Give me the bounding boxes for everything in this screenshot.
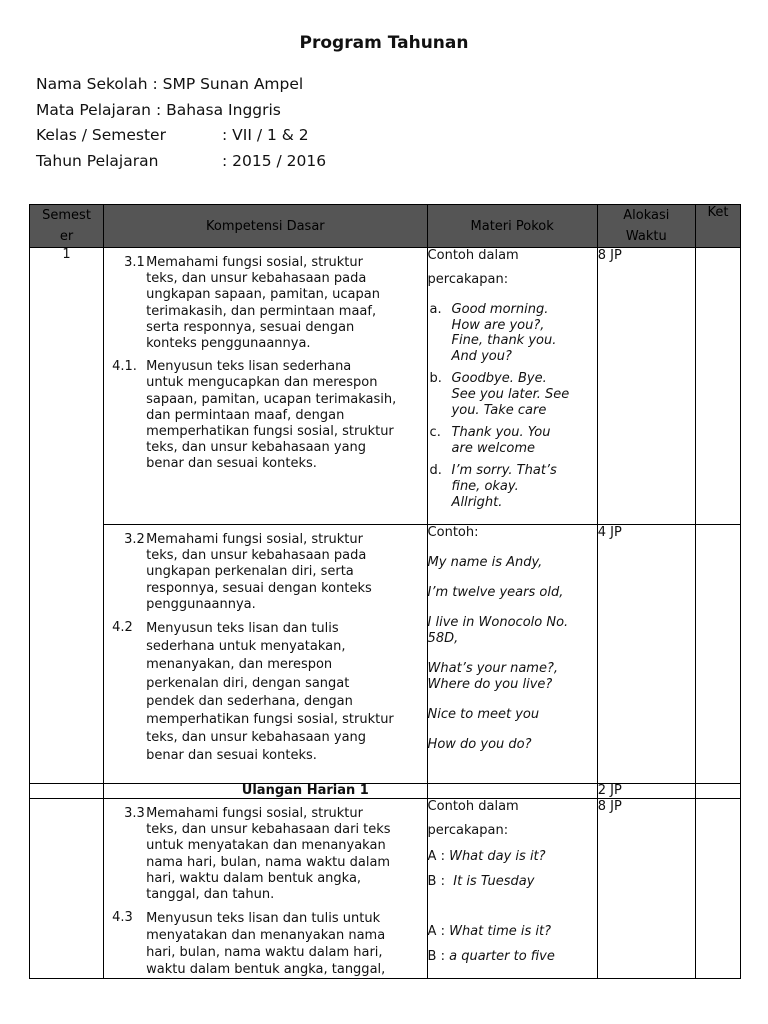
text-line: Memahami fungsi sosial, struktur <box>146 255 363 270</box>
info-label: Kelas / Semester <box>36 126 166 144</box>
page-title: Program Tahunan <box>299 33 469 53</box>
materi-cell: Contoh dalam percakapan: a. Good morning. How are you?, Fine, thank you. And you? b. Goodbye. Bye. See you later. See you. Take care c. Thank you. You are welcome d. I’m sorry. That’s fine, okay. Allright. <box>427 248 597 525</box>
text-line: teks, dan unsur kebahasaan dari teks <box>146 822 391 838</box>
header-semester: Semest er <box>30 205 104 248</box>
table-row <box>30 799 741 979</box>
info-year <box>36 152 326 170</box>
ket-cell <box>695 248 740 525</box>
kd-cell <box>104 248 427 525</box>
info-sep: : <box>151 101 167 119</box>
text-line: untuk mengucapkan dan merespon <box>146 375 378 391</box>
text-line: benar dan sesuai konteks. <box>146 748 317 764</box>
info-label: Nama Sekolah <box>36 75 148 93</box>
text-line: teks, dan unsur kebahasaan pada <box>146 548 367 564</box>
text-line: pendek dan sederhana, dengan <box>146 693 353 709</box>
list-item: b. Goodbye. Bye. See you later. See you. Take care <box>429 371 570 418</box>
text-line: responnya, sesuai dengan konteks <box>146 580 372 596</box>
text-line: Memahami fungsi sosial, struktur <box>146 532 363 547</box>
dialog-line: B : It is Tuesday <box>427 874 535 889</box>
text-line: serta responnya, sesuai dengan <box>146 319 355 335</box>
semester-cell <box>30 799 104 979</box>
info-sep: : <box>147 75 163 93</box>
info-value: 2015 / 2016 <box>232 152 327 170</box>
text-line: Menyusun teks lisan dan tulis untuk <box>146 911 381 927</box>
list-item: d. I’m sorry. That’s fine, okay. Allright. <box>429 463 557 510</box>
text-line: teks, dan unsur kebahasaan pada <box>146 271 367 287</box>
text-line: dan permintaan maaf, dengan <box>146 407 345 423</box>
info-value: VII / 1 & 2 <box>232 126 309 144</box>
table-row <box>30 525 741 784</box>
text-line: teks, dan unsur kebahasaan yang <box>146 440 367 456</box>
text-line: sederhana untuk menyatakan, <box>146 639 346 655</box>
dialog-line: A : What day is it? <box>427 849 546 864</box>
ket-cell <box>695 799 740 979</box>
dialog-line: A : What time is it? <box>427 924 552 939</box>
kd-cell <box>104 525 427 784</box>
info-label: Tahun Pelajaran <box>36 152 159 170</box>
header-kompetensi: Kompetensi Dasar <box>104 205 427 248</box>
ulangan-label: Ulangan Harian 1 <box>104 784 427 799</box>
semester-cell: 1 <box>30 248 104 784</box>
alokasi-cell: 4 JP <box>597 525 695 784</box>
text-line: konteks penggunaannya. <box>146 336 311 352</box>
example-line: What’s your name?, Where do you live? <box>427 661 559 692</box>
example-line: I’m twelve years old, <box>427 585 564 600</box>
info-subject <box>36 101 281 119</box>
text-line: hari, bulan, nama waktu dalam hari, <box>146 945 383 961</box>
example-line: How do you do? <box>427 737 532 752</box>
semester-cell <box>30 784 104 799</box>
header-ket: Ket <box>695 205 740 248</box>
kd-item: 4.3 Menyusun teks lisan dan tulis untuk menyatakan dan menanyakan nama hari, bulan, nama waktu dalam hari, waktu dalam bentuk angka, tanggal, <box>112 910 386 978</box>
info-sep: : <box>222 126 233 144</box>
text-line: Menyusun teks lisan dan tulis <box>146 621 339 637</box>
text-line: hari, waktu dalam bentuk angka, <box>146 870 362 886</box>
info-class <box>36 126 309 144</box>
text-line: waktu dalam bentuk angka, tanggal, <box>146 962 386 978</box>
materi-cell <box>427 784 597 799</box>
kd-item: 3.2 Memahami fungsi sosial, struktur teks, dan unsur kebahasaan pada ungkapan perkenalan diri, serta responnya, sesuai dengan konteks penggunaannya. <box>124 532 372 612</box>
kd-item: 3.1 Memahami fungsi sosial, struktur teks, dan unsur kebahasaan pada ungkapan sapaan, pamitan, ucapan terimakasih, dan permintaan maaf, serta responnya, sesuai dengan konteks penggunaannya. <box>124 255 380 352</box>
list-item: c. Thank you. You are welcome <box>429 425 551 456</box>
info-value: SMP Sunan Ampel <box>162 75 304 93</box>
kd-cell <box>104 799 427 979</box>
text-line: tanggal, dan tahun. <box>146 887 275 903</box>
table-row <box>30 248 741 525</box>
info-sep: : <box>222 152 233 170</box>
header-materi: Materi Pokok <box>427 205 597 248</box>
text-line: benar dan sesuai konteks. <box>146 456 317 472</box>
table-header-row <box>30 205 741 248</box>
ket-cell <box>695 525 740 784</box>
text-line: menanyakan, dan merespon <box>146 657 333 673</box>
list-item: a. Good morning. How are you?, Fine, thank you. And you? <box>429 302 557 364</box>
text-line: ungkapan perkenalan diri, serta <box>146 564 354 580</box>
text-line: memperhatikan fungsi sosial, struktur <box>146 712 394 728</box>
header-alokasi: Alokasi Waktu <box>597 205 695 248</box>
text-line: Memahami fungsi sosial, struktur <box>146 806 363 821</box>
info-label: Mata Pelajaran <box>36 101 152 119</box>
table-row-ulangan <box>30 784 741 799</box>
text-line: memperhatikan fungsi sosial, struktur <box>146 424 394 440</box>
alokasi-cell: 2 JP <box>597 784 695 799</box>
kd-item: 4.2 Menyusun teks lisan dan tulis sederhana untuk menyatakan, menanyakan, dan merespon perkenalan diri, dengan sangat pendek dan sederhana, dengan memperhatikan fungsi sosial, struktur teks, dan unsur kebahasaan yang benar dan sesuai konteks. <box>112 620 394 764</box>
program-table <box>29 204 741 979</box>
alokasi-cell: 8 JP <box>597 799 695 979</box>
example-line: My name is Andy, <box>427 555 543 570</box>
example-line: I live in Wonocolo No. 58D, <box>427 615 569 646</box>
text-line: nama hari, bulan, nama waktu dalam <box>146 854 391 870</box>
text-line: untuk menyatakan dan menanyakan <box>146 838 386 854</box>
text-line: penggunaannya. <box>146 596 256 612</box>
text-line: teks, dan unsur kebahasaan yang <box>146 730 367 746</box>
materi-cell: Contoh: My name is Andy, I’m twelve years old, I live in Wonocolo No. 58D, What’s your name?, Where do you live? Nice to meet you How do you do? <box>427 525 597 784</box>
alokasi-cell: 8 JP <box>597 248 695 525</box>
materi-cell: Contoh dalam percakapan: A : What day is it? B : It is Tuesday A : What time is it? B : a quarter to five <box>427 799 597 979</box>
text-line: terimakasih, dan permintaan maaf, <box>146 303 377 319</box>
kd-item: 3.3 Memahami fungsi sosial, struktur teks, dan unsur kebahasaan dari teks untuk menyatakan dan menanyakan nama hari, bulan, nama waktu dalam hari, waktu dalam bentuk angka, tanggal, dan tahun. <box>124 806 391 903</box>
ket-cell <box>695 784 740 799</box>
text-line: sapaan, pamitan, ucapan terimakasih, <box>146 391 397 407</box>
info-school <box>36 75 303 93</box>
text-line: Menyusun teks lisan sederhana <box>146 359 352 375</box>
dialog-line: B : a quarter to five <box>427 949 555 964</box>
info-value: Bahasa Inggris <box>166 101 281 119</box>
text-line: menyatakan dan menanyakan nama <box>146 928 386 944</box>
kd-item: 4.1. Menyusun teks lisan sederhana untuk mengucapkan dan merespon sapaan, pamitan, ucapan terimakasih, dan permintaan maaf, dengan memperhatikan fungsi sosial, struktur teks, dan unsur kebahasaan yang benar dan sesuai konteks. <box>112 359 397 472</box>
example-line: Nice to meet you <box>427 707 540 722</box>
text-line: perkenalan diri, dengan sangat <box>146 675 350 691</box>
text-line: ungkapan sapaan, pamitan, ucapan <box>146 287 380 303</box>
